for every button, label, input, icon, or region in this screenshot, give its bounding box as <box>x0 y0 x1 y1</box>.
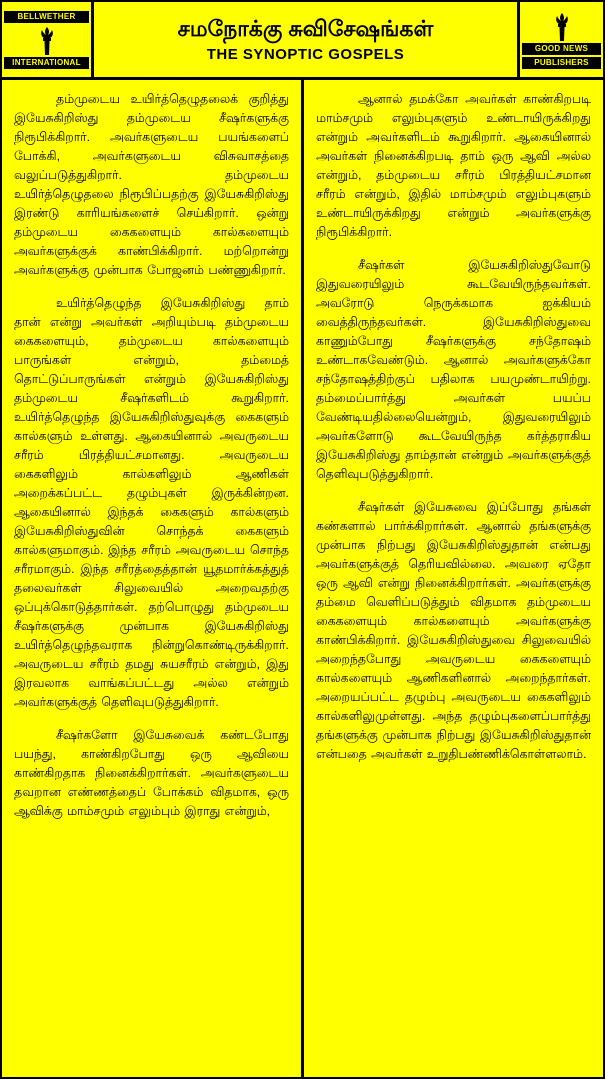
paragraph: ஆனால் தமக்கோ அவர்கள் காண்கிறபடி மாம்சமும் எலும்புகளும் உண்டாயிருக்கிறது என்றும் அவர்களிடம் கூறுகிறார். ஆகையினால் அவர்கள் நினைக்கிறபடி தாம் ஒரு ஆவி அல்ல என்றும், தம்முடைய சரீரம் பிரத்தியட்சமான சரீரம் என்றும், இதில் மாம்சமும் எலும்புகளும் உண்டாயிருக்கிறது என்றும் அவர்களுக்கு நிரூபிக்கிறார். <box>316 92 591 239</box>
page-header <box>2 2 603 80</box>
publisher-logo-left <box>2 2 94 77</box>
paragraph: சீஷர்கள் இயேசுவை இப்போது தங்கள் கண்களால் பார்க்கிறார்கள். ஆனால் தங்களுக்கு முன்பாக நிற்பது இயேசுகிறிஸ்துதான் என்பது அவர்களுக்குத் தெரியவில்லை. அவரை ஏதோ ஒரு ஆவி என்று நினைக்கிறார்கள். அவர்களுக்கு தம்மை வெளிப்படுத்தும் விதமாக தம்முடைய கைகளையும் கால்களையும் அவர்களுக்கு காண்பிக்கிறார். இயேசுகிறிஸ்துவை சிலுவையில் அறைந்தபோது அவருடைய கைகளையும் கால்களையும் ஆணிகளினால் அறைந்தார்கள். அறையப்பட்ட தழும்பு அவருடைய கைகளிலும் கால்களிலுமுள்ளது. அந்த தழும்புகளைப்பார்த்து தங்களுக்கு முன்பாக நிற்பது இயேசுகிறிஸ்துதான் என்பதை அவர்கள் உறுதிபண்ணிக்கொள்ளலாம். <box>316 500 591 761</box>
title-english: THE SYNOPTIC GOSPELS <box>206 46 405 63</box>
publisher-name-right-line2: PUBLISHERS <box>522 57 601 69</box>
paragraph: தம்முடைய உயிர்த்தெழுதலைக் குறித்து இயேசுகிறிஸ்து தம்முடைய சீஷர்களுக்கு நிரூபிக்கிறார். அவர்களுடைய பயங்களைப் போக்கி, அவர்களுடைய விசுவாசத்தை வலுப்படுத்துகிறார். தம்முடைய உயிர்த்தெழுதலை நிரூபிப்பதற்கு இயேசுகிறிஸ்து இரண்டு காரியங்களைச் செய்கிறார். ஒன்று தம்முடைய கைகளையும் கால்களையும் அவர்களுக்குக் காண்பிக்கிறார். மற்றொன்று அவர்களுக்கு முன்பாக போஜனம் பண்ணுகிறார். <box>14 92 289 277</box>
title-tamil: சமநோக்கு சுவிசேஷங்கள் <box>177 16 434 41</box>
column-right <box>304 80 603 1077</box>
publisher-name-left-line1: BELLWETHER <box>4 11 89 23</box>
publisher-name-left-line2: INTERNATIONAL <box>4 57 89 69</box>
publisher-logo-right <box>517 2 603 77</box>
page-title <box>94 2 517 77</box>
publisher-name-right-line1: GOOD NEWS <box>522 43 601 55</box>
body-columns <box>2 80 603 1077</box>
paragraph: சீஷர்கள் இயேசுகிறிஸ்துவோடு இதுவரையிலும் கூடவேயிருந்தவர்கள். அவரோடு நெருக்கமாக ஐக்கியம் வைத்திருந்தவர்கள். இயேசுகிறிஸ்துவை காணும்போது சீஷர்களுக்கு சந்தோஷம் உண்டாகவேண்டும். ஆனால் அவர்களுக்கோ சந்தோஷத்திற்குப் பதிலாக பயமுண்டாயிற்று. தம்மைப்பார்த்து அவர்கள் பயப்ப வேண்டியதில்லையென்றும், இதுவரையிலும் அவர்களோடு கூடவேயிருந்த கர்த்தராகிய இயேசுகிறிஸ்து தாம்தான் என்றும் அவர்களுக்குத் தெளிவுபடுத்துகிறார். <box>316 258 591 481</box>
paragraph: உயிர்த்தெழுந்த இயேசுகிறிஸ்து தாம் தான் என்று அவர்கள் அறியும்படி தம்முடைய கைகளையும், தம்முடைய கால்களையும் பாருங்கள் என்றும், தம்மைத் தொட்டுப்பாருங்கள் என்றும் இயேசுகிறிஸ்து தம்முடைய சீஷர்களிடம் கூறுகிறார். உயிர்த்தெழுந்த இயேசுகிறிஸ்துவுக்கு கைகளும் கால்களும் உள்ளது. ஆகையினால் அவருடைய சரீரம் பிரத்தியட்சமானது. அவருடைய கைகளிலும் கால்களிலும் ஆணிகள் அறைக்கப்பட்ட தழும்புகள் இருக்கின்றன. ஆகையினால் இந்தக் கைகளும் கால்களும் இயேசுகிறிஸ்துவின் சொந்தக் கைகளும் கால்களுமாகும். இந்த சரீரம் அவருடைய சொந்த சரீரமாகும். இந்த சரீரத்தைத்தான் யூதமார்க்கத்துத் தலைவர்கள் சிலுவையில் அறைவதற்கு ஒப்புக்கொடுத்தார்கள். தற்பொழுது தம்முடைய சீஷர்களுக்கு முன்பாக இயேசுகிறிஸ்து உயிர்த்தெழுந்தவராக நின்றுகொண்டிருக்கிறார். அவருடைய சரீரம் தமது சுயசரீரம் என்றும், இது இரவலாக வாங்கப்பட்டது அல்ல என்றும் அவர்களுக்குத் தெளிவுபடுத்துகிறார். <box>14 296 289 709</box>
paragraph: சீஷர்களோ இயேசுவைக் கண்டபோது பயந்து, காண்கிறபோது ஒரு ஆவியை காண்கிறதாக நினைக்கிறார்கள். அவர்களுடைய தவறான எண்ணத்தைப் போக்கம் விதமாக, ஒரு ஆவிக்கு மாம்சமும் எலும்பும் இராது என்றும், <box>14 728 289 818</box>
torch-icon <box>549 12 575 42</box>
column-left <box>2 80 304 1077</box>
torch-icon <box>34 26 60 56</box>
